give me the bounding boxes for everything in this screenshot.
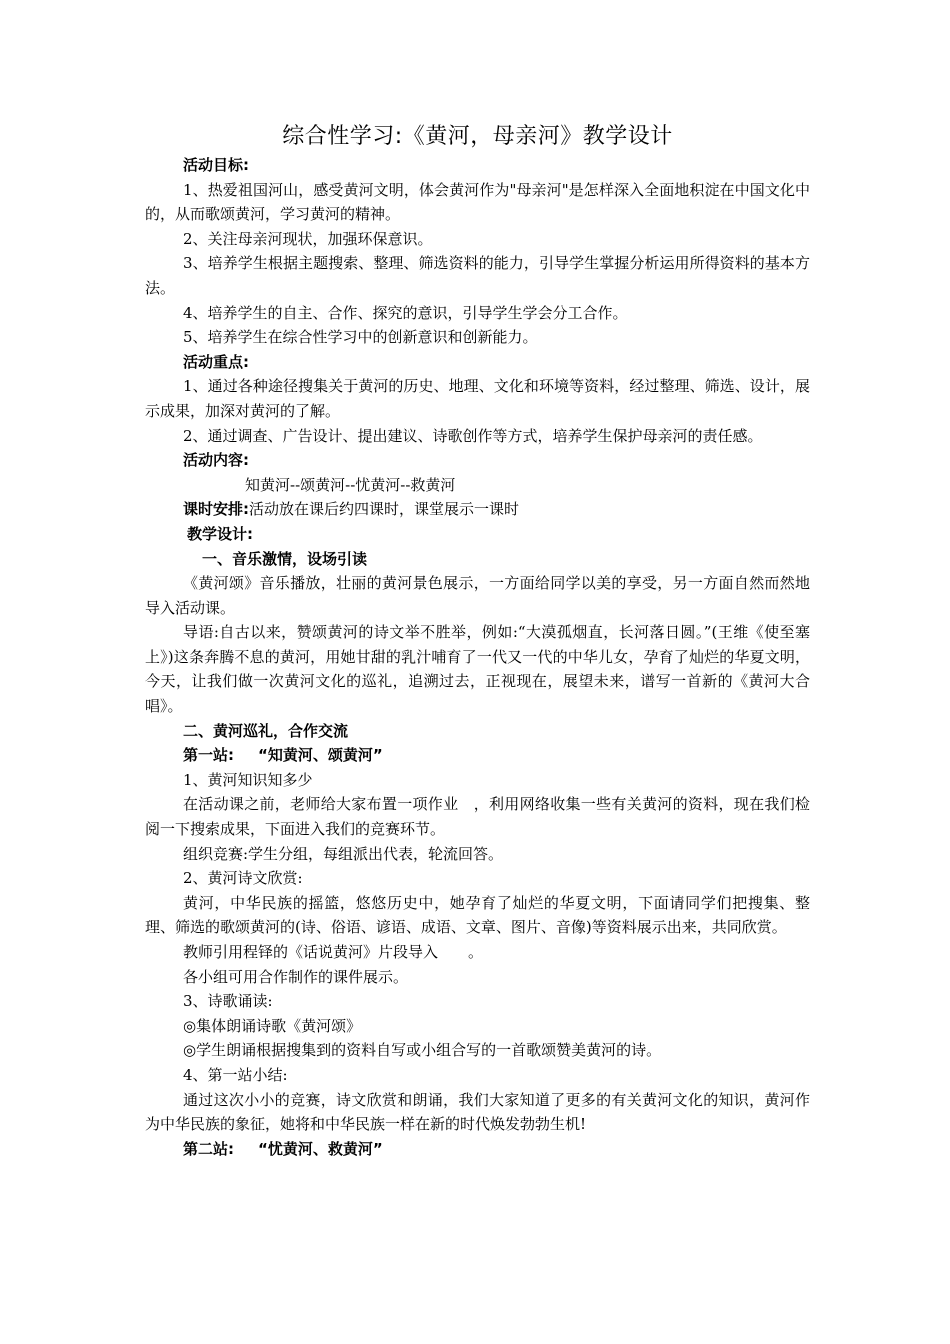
goals-heading: 活动目标: [183,156,249,174]
goal-item: 1、热爱祖国河山，感受黄河文明，体会黄河作为"母亲河"是怎样深入全面地积淀在中国文化中的，从而歌颂黄河，学习黄河的精神。 [145,180,810,224]
s1-paragraph: 组织竞赛:学生分组，每组派出代表，轮流回答。 [183,844,504,863]
focus-item: 1、通过各种途径搜集关于黄河的历史、地理、文化和环境等资料，经过整理、筛选、设计，展示成果，加深对黄河的了解。 [145,377,810,420]
part1-paragraph: 《黄河颂》音乐播放，壮丽的黄河景色展示，一方面给同学以美的享受，另一方面自然而然地导入活动课。 [145,574,810,617]
s1-paragraph: 在活动课之前，老师给大家布置一项作业 ，利用网络收集一些有关黄河的资料，现在我们检阅一下搜索成果，下面进入我们的竞赛环节。 [145,795,810,839]
focus-item: 2、通过调查、广告设计、提出建议、诗歌创作等方式，培养学生保护母亲河的责任感。 [183,426,763,445]
s1-paragraph: ◎学生朗诵根据搜集到的资料自写或小组合写的一首歌颂赞美黄河的诗。 [183,1041,662,1060]
station1-label: 第一站: [183,746,234,765]
schedule-line [145,497,810,522]
s1-item: 3、诗歌诵读: [183,992,273,1011]
goal-item: 3、培养学生根据主题搜索、整理、筛选资料的能力，引导学生掌握分析运用所得资料的基本方法。 [145,254,810,297]
s1-item: 2、黄河诗文欣赏: [183,869,303,888]
s1-paragraph: 各小组可用合作制作的课件展示。 [183,967,409,986]
schedule-text: 活动放在课后约四课时，课堂展示一课时 [249,500,520,519]
document-title: 综合性学习:《黄河，母亲河》教学设计 [282,124,673,149]
document-page [145,121,810,1161]
s1-paragraph: ◎集体朗诵诗歌《黄河颂》 [183,1016,362,1035]
station2-name: “忧黄河、救黄河” [258,1139,383,1158]
part1-title: 一、音乐激情，设场引读 [202,549,368,568]
content-heading: 活动内容: [183,451,249,470]
goal-item: 2、关注母亲河现状，加强环保意识。 [183,229,433,248]
goal-item: 5、培养学生在综合性学习中的创新意识和创新能力。 [183,328,538,347]
s1-paragraph: 教师引用程铎的《话说黄河》片段导入 。 [183,943,484,961]
station2-label: 第二站: [183,1139,234,1158]
goal-item: 4、培养学生的自主、合作、探究的意识，引导学生学会分工合作。 [183,303,628,322]
schedule-label: 课时安排: [183,500,249,519]
design-heading: 教学设计: [187,524,253,543]
station2-heading [145,1137,810,1162]
part1-intro-paragraph: 导语:自古以来，赞颂黄河的诗文举不胜举，例如:“大漠孤烟直，长河落日圆。”(王维《使至塞上》)这条奔腾不息的黄河，用她甘甜的乳汁哺育了一代又一代的中华儿女，孕育了灿烂的华夏文明，今天，让我们做一次黄河文化的巡礼，追溯过去，正视现在，展望未来，谱写一首新的《黄河大合唱》。 [145,623,810,716]
s1-item: 1、黄河知识知多少 [183,770,313,789]
s1-item: 4、第一站小结: [183,1065,288,1084]
s1-paragraph: 黄河，中华民族的摇篮，悠悠历史中，她孕育了灿烂的华夏文明，下面请同学们把搜集、整理、筛选的歌颂黄河的(诗、俗语、谚语、成语、文章、图片、音像)等资料展示出来，共同欣赏。 [145,893,810,937]
content-line: 知黄河--颂黄河--忧黄河--救黄河 [245,475,456,494]
station1-heading [145,743,810,768]
part2-title: 二、黄河巡礼，合作交流 [183,721,349,740]
station1-name: “知黄河、颂黄河” [258,746,383,765]
s1-paragraph: 通过这次小小的竞赛，诗文欣赏和朗诵，我们大家知道了更多的有关黄河文化的知识，黄河作为中华民族的象征，她将和中华民族一样在新的时代焕发勃勃生机! [145,1090,810,1134]
focus-heading: 活动重点: [183,352,249,371]
